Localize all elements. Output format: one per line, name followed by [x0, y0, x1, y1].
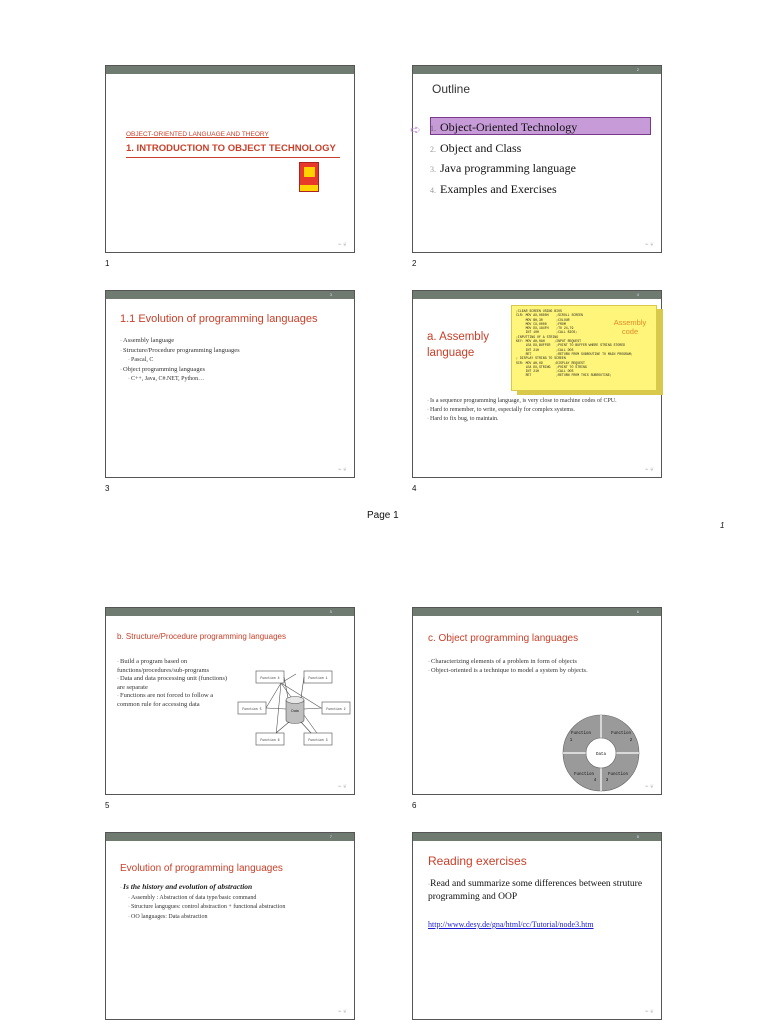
bullet-item: ◦ Build a program based on functions/procedures/sub-programs: [117, 658, 229, 675]
slide-7[interactable]: [105, 832, 355, 1020]
slide-footer-decoration: ❧❦: [337, 242, 348, 248]
code-line: LEA DX,BUFFER ;POINT TO BUFFER WHERE STRING STORED: [516, 343, 626, 348]
code-line: ; DISPLAY STRING TO SCREEN: [516, 356, 566, 361]
slide-number: 1: [105, 259, 110, 268]
slide-title: Outline: [432, 82, 471, 96]
code-line: RET ;RETURN FROM THIS SUBROUTINE;: [516, 373, 612, 378]
tutorial-link[interactable]: http://www.desy.de/gna/html/cc/Tutorial/node3.htm: [428, 920, 594, 929]
outline-item-text: Object and Class: [440, 140, 522, 155]
object-wheel-diagram: [413, 608, 663, 796]
slide-footer-decoration: ❧❦: [337, 467, 348, 473]
code-line: RET ;RETURN FROM SUBROUTINE TO MAIN PROGRAM;: [516, 351, 633, 356]
slide-top-bar: [106, 291, 354, 299]
sub-bullet-item: ◦ Assembly : Abstraction of data type/basic command: [120, 894, 348, 904]
bullet-list: [120, 883, 348, 922]
code-line: ;CLEAR SCREEN USING BIOS: [516, 309, 562, 313]
slide-footer-decoration: ❧❦: [644, 784, 655, 790]
sub-bullet-item: ◦ C++, Java, C#.NET, Python…: [120, 375, 345, 384]
slide-footer-decoration: ❧❦: [337, 784, 348, 790]
university-logo: [299, 162, 319, 192]
slide-6[interactable]: [412, 607, 662, 795]
bullet-list: [120, 336, 345, 384]
slide-3[interactable]: [105, 290, 355, 478]
code-line: MOV CX,0000 ;FROM: [516, 321, 566, 326]
wheel-function-number: 2: [629, 739, 633, 743]
wheel-function-number: 3: [605, 779, 609, 783]
code-line: ;INPUTTING OF A STRING: [516, 334, 559, 339]
slide-top-bar: [106, 66, 354, 74]
bullet-item: ◦ Object programming languages: [120, 365, 345, 375]
slide-footer-decoration: ❧❦: [644, 1009, 655, 1015]
reading-bullet: Read and summarize some differences between struture programming and OOP: [428, 879, 643, 902]
assembly-code-note: [511, 305, 657, 391]
slide-title: b. Structure/Procedure programming languages: [117, 632, 286, 641]
outline-item-num: 4.: [430, 185, 436, 195]
slide-footer-decoration: ❧❦: [644, 467, 655, 473]
bullet-item: ◦ Structure/Procedure programming languages: [120, 346, 345, 356]
function-box-3: Function 3: [308, 738, 328, 742]
slide-top-bar: [413, 833, 661, 841]
wheel-function-label: Function: [570, 732, 592, 736]
bullet-item: ◦ Is the history and evolution of abstraction: [120, 883, 348, 894]
function-box-5: Function 5: [242, 707, 262, 711]
slide-title-line-1: a. Assembly: [427, 331, 489, 343]
slide-top-bar: [106, 833, 354, 841]
slide-index: 5: [329, 609, 332, 614]
function-box-4: Function 4: [260, 676, 280, 680]
current-item-arrow: ➪: [410, 122, 421, 137]
reading-text: ◦Read and summarize some differences between struture programming and OOP: [428, 879, 643, 902]
slide-5[interactable]: [105, 607, 355, 795]
procedure-diagram: [106, 608, 356, 796]
code-line: KEY: MOV AH,0AH ;INPUT REQUEST: [516, 339, 582, 344]
slide-title: 1.1 Evolution of programming languages: [120, 313, 318, 325]
bullet-item: ◦ Assembly language: [120, 336, 345, 346]
slide-2[interactable]: [412, 65, 662, 253]
outline-list: [430, 118, 655, 200]
slide-8[interactable]: [412, 832, 662, 1020]
slide-index: 8: [636, 834, 639, 839]
slide-footer-decoration: ❧❦: [337, 1009, 348, 1015]
page-label: Page 1: [367, 510, 399, 521]
outline-item-num: 1.: [430, 124, 436, 133]
function-box-6: Function 6: [260, 738, 280, 742]
database-label: Data: [291, 709, 299, 713]
title-rule: [126, 157, 340, 158]
slide-title: [427, 329, 489, 361]
slide-index: 4: [636, 292, 639, 297]
slide-number: 4: [412, 484, 417, 493]
wheel-center-label: Data: [595, 753, 607, 757]
bullet-item: ◦ Object-oriented is a technique to model a system by objects.: [428, 667, 654, 676]
outline-item-2[interactable]: [430, 139, 655, 160]
sub-bullet-item: ◦ Structure langugues: control abstraction + functional abstraction: [120, 903, 348, 913]
outline-item-1[interactable]: [430, 118, 655, 139]
outline-item-num: 2.: [430, 144, 436, 154]
slide-title-line-2: language: [427, 347, 475, 359]
wheel-function-label: Function: [573, 773, 595, 777]
slide-title: Evolution of programming languages: [120, 863, 283, 874]
sub-bullet-item: ◦ Pascal, C: [120, 356, 345, 365]
wheel-function-number: 1: [569, 739, 573, 743]
code-line: LEA DX,STRING ;POINT TO STRING: [516, 364, 587, 369]
page-number: 1: [720, 521, 725, 530]
slide-footer-decoration: ❧❦: [644, 242, 655, 248]
wheel-function-number: 4: [593, 779, 597, 783]
bullet-item: ◦ Hard to fix bug, to maintain.: [427, 415, 655, 424]
slide-index: 7: [329, 834, 332, 839]
outline-item-text: Object-Oriented Technology: [440, 120, 578, 134]
slide-1[interactable]: [105, 65, 355, 253]
slide-index: 2: [636, 67, 639, 72]
code-line: CLR: MOV AX,0600H ;SCROLL SCREEN: [516, 313, 583, 318]
wheel-function-label: Function: [607, 773, 629, 777]
slide-number: 2: [412, 259, 417, 268]
code-line: INT 21H ;CALL DOS: [516, 369, 574, 374]
function-box-1: Function 1: [308, 676, 328, 680]
wheel-function-label: Function: [610, 732, 632, 736]
bullet-item: ◦ Hard to remember, to write, especially for complex systems.: [427, 406, 655, 415]
code-line: INT 10H ;CALL BIOS;: [516, 330, 578, 335]
bullet-item: ◦ Data and data processing unit (functions) are separate: [117, 675, 229, 692]
slide-number: 6: [412, 801, 417, 810]
bullet-list: [427, 397, 655, 424]
slide-top-bar: [413, 66, 661, 74]
slide-number: 5: [105, 801, 110, 810]
code-line: MOV BH,30 ;COLOUR: [516, 317, 570, 322]
bullet-item: ◦ Characterizing elements of a problem in form of objects: [428, 658, 654, 667]
code-label: Assembly code: [613, 318, 647, 336]
code-line: INT 21H ;CALL DOS: [516, 347, 574, 352]
outline-item-4[interactable]: [430, 180, 655, 201]
database-cylinder: [286, 697, 304, 724]
outline-item-text: Examples and Exercises: [440, 181, 557, 196]
slide-index: 6: [636, 609, 639, 614]
sub-bullet-item: ◦ OO languages: Data abstraction: [120, 913, 348, 923]
slide-top-bar: [413, 291, 661, 299]
slide-title: Reading exercises: [428, 854, 527, 868]
code-line: SCR: MOV AH,09 ;DISPLAY REQUEST: [516, 360, 585, 365]
outline-item-text: Java programming language: [440, 161, 576, 175]
outline-item-num: 3.: [430, 165, 436, 174]
slide-subtitle: OBJECT-ORIENTED LANGUAGE AND THEORY: [126, 131, 269, 138]
slide-title: 1. INTRODUCTION TO OBJECT TECHNOLOGY: [126, 143, 336, 154]
bullet-item: ◦ Functions are not forced to follow a common rule for accessing data: [117, 692, 229, 709]
outline-item-3[interactable]: [430, 159, 655, 180]
slide-index: 3: [329, 292, 332, 297]
slide-4[interactable]: [412, 290, 662, 478]
function-box-2: Function 2: [326, 707, 346, 711]
slide-number: 3: [105, 484, 110, 493]
bullet-item: ◦ Is a sequence programming language, is very close to machine codes of CPU.: [427, 397, 655, 406]
slide-title: c. Object programming languages: [428, 633, 579, 644]
code-line: MOV DX,184FH ;TO 24,79: [516, 326, 574, 331]
